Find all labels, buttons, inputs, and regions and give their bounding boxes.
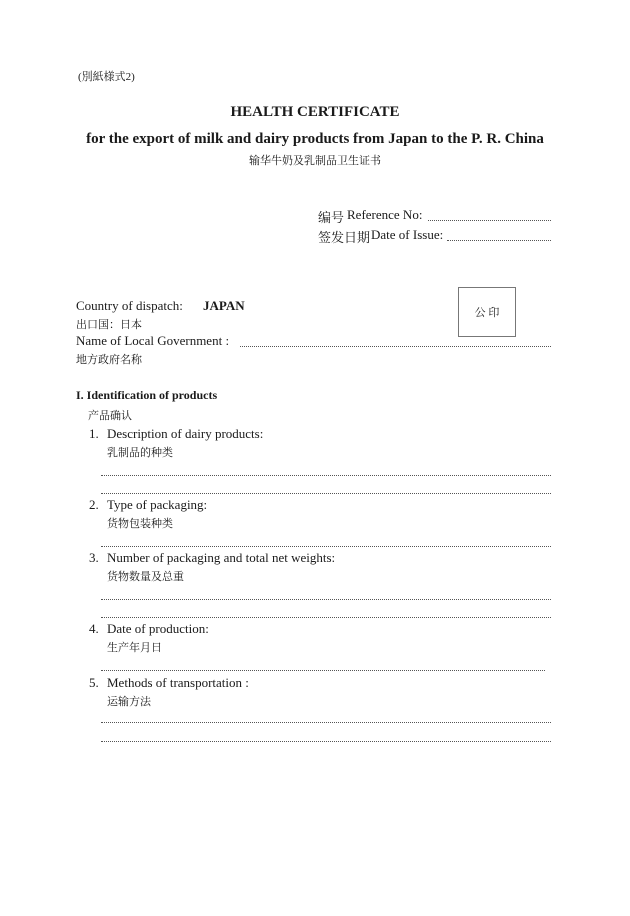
item-label-cn: 乳制品的种类 [107, 447, 173, 459]
country-value: JAPAN [203, 298, 245, 313]
document-title: HEALTH CERTIFICATE [230, 104, 400, 120]
item-number: 3. [89, 550, 99, 565]
reference-field[interactable] [428, 220, 551, 221]
weights-field-line-2[interactable] [101, 617, 551, 618]
item-label-packaging: Type of packaging: [107, 497, 208, 512]
item-number: 4. [89, 621, 99, 636]
item-label-cn: 运输方法 [107, 696, 151, 708]
transportation-field-line-1[interactable] [101, 722, 551, 723]
document-subtitle: for the export of milk and dairy products from Japan to the P. R. China [86, 131, 544, 147]
item-number: 2. [89, 497, 99, 512]
country-label: Country of dispatch: [76, 298, 183, 313]
local-government-label-cn: 地方政府名称 [76, 354, 142, 366]
local-government-field[interactable] [240, 346, 551, 347]
description-field-line-2[interactable] [101, 493, 551, 494]
reference-label-cn: 编号 [318, 210, 345, 225]
packaging-field[interactable] [101, 546, 551, 547]
local-government-label: Name of Local Government : [76, 333, 230, 348]
weights-field-line-1[interactable] [101, 599, 551, 600]
item-label-cn: 货物数量及总重 [107, 571, 184, 583]
issue-date-label: Date of Issue: [371, 227, 444, 242]
item-label-production-date: Date of production: [107, 621, 209, 636]
section1-heading-cn: 产品确认 [88, 410, 132, 422]
country-label-jp: 出口国：日本 [76, 319, 142, 331]
item-number: 1. [89, 426, 99, 441]
item-label-cn: 货物包装种类 [107, 518, 173, 530]
item-label-cn: 生产年月日 [107, 642, 162, 654]
description-field-line-1[interactable] [101, 475, 551, 476]
issue-date-label-cn: 签发日期 [318, 230, 371, 245]
item-label-transportation: Methods of transportation : [107, 675, 249, 690]
production-date-field[interactable] [101, 670, 545, 671]
seal-text: 公 印 [474, 307, 500, 319]
document-subtitle-cn: 输华牛奶及乳制品卫生证书 [249, 155, 381, 167]
item-number: 5. [89, 675, 99, 690]
form-code: (別紙様式2) [78, 71, 135, 83]
item-label-weights: Number of packaging and total net weights: [107, 550, 336, 565]
section1-heading: I. Identification of products [76, 388, 218, 402]
transportation-field-line-2[interactable] [101, 741, 551, 742]
issue-date-field[interactable] [447, 240, 551, 241]
reference-label: Reference No: [347, 207, 423, 222]
item-label-description: Description of dairy products: [107, 426, 264, 441]
official-seal-box [458, 287, 516, 337]
